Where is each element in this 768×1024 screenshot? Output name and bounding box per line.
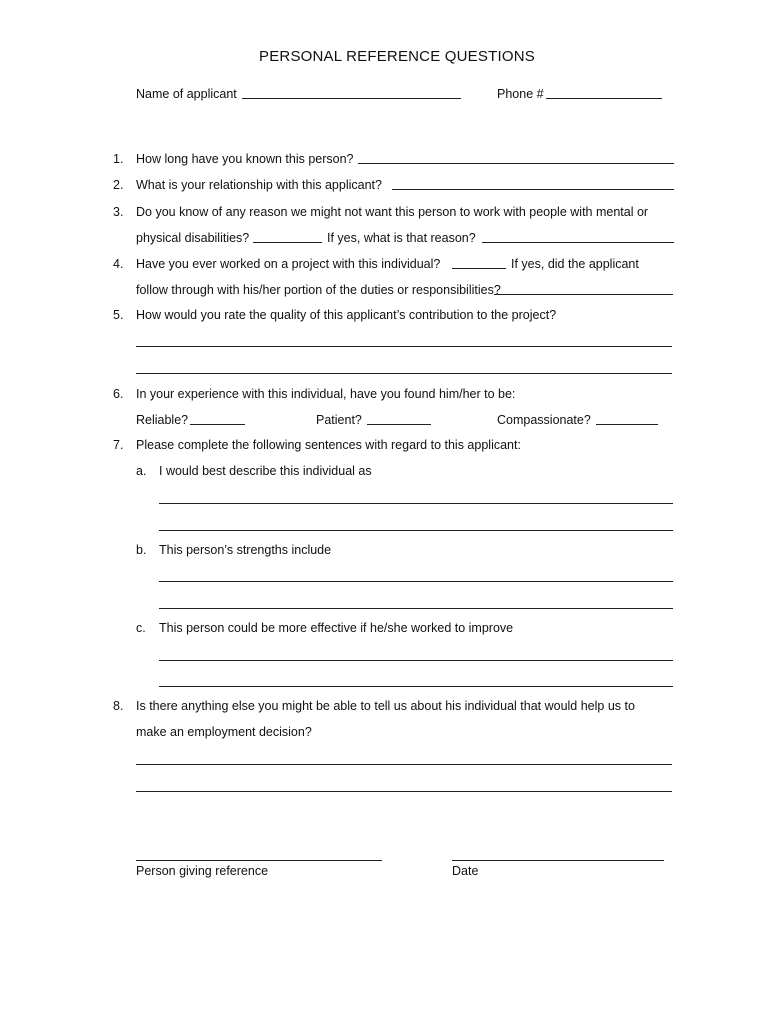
- patient-field[interactable]: [367, 424, 431, 425]
- question-7c-answer-line-2[interactable]: [159, 686, 673, 687]
- patient-label: Patient?: [316, 413, 362, 427]
- date-label: Date: [452, 864, 479, 878]
- question-7b-answer-line-1[interactable]: [159, 581, 673, 582]
- question-2-text: What is your relationship with this applicant?: [136, 178, 382, 192]
- question-5-answer-line-2[interactable]: [136, 373, 672, 374]
- phone-field[interactable]: [546, 98, 662, 99]
- reliable-label: Reliable?: [136, 413, 189, 427]
- question-7a-answer-line-2[interactable]: [159, 530, 673, 531]
- phone-label: Phone #: [497, 87, 544, 101]
- question-3-text: Do you know of any reason we might not want this person to work with people with mental or: [136, 205, 649, 219]
- sub-letter: a.: [136, 464, 147, 478]
- question-number: 3.: [113, 205, 124, 219]
- date-line[interactable]: [452, 860, 664, 861]
- question-8-answer-line-1[interactable]: [136, 764, 672, 765]
- question-number: 2.: [113, 178, 124, 192]
- question-4-text-line2: follow through with his/her portion of the duties or responsibilities?: [136, 283, 501, 297]
- question-7a-text: I would best describe this individual as: [159, 464, 372, 478]
- sub-letter: c.: [136, 621, 146, 635]
- question-number: 6.: [113, 387, 124, 401]
- question-3-reason-field[interactable]: [482, 242, 674, 243]
- question-2-answer-field[interactable]: [392, 189, 674, 190]
- question-7a-answer-line-1[interactable]: [159, 503, 673, 504]
- question-3-text-line2: physical disabilities?: [136, 231, 250, 245]
- question-number: 8.: [113, 699, 124, 713]
- compassionate-field[interactable]: [596, 424, 658, 425]
- question-number: 1.: [113, 152, 124, 166]
- question-number: 7.: [113, 438, 124, 452]
- sub-letter: b.: [136, 543, 147, 557]
- question-4-text: Have you ever worked on a project with this individual?: [136, 257, 441, 271]
- signature-line[interactable]: [136, 860, 382, 861]
- compassionate-label: Compassionate?: [497, 413, 591, 427]
- question-7b-text: This person’s strengths include: [159, 543, 332, 557]
- question-5-answer-line-1[interactable]: [136, 346, 672, 347]
- applicant-name-field[interactable]: [242, 98, 461, 99]
- question-6-text: In your experience with this individual, have you found him/her to be:: [136, 387, 516, 401]
- question-3-answer-field[interactable]: [253, 242, 322, 243]
- question-1-answer-field[interactable]: [358, 163, 674, 164]
- question-7c-text: This person could be more effective if he/she worked to improve: [159, 621, 514, 635]
- person-giving-reference-label: Person giving reference: [136, 864, 269, 878]
- reliable-field[interactable]: [190, 424, 245, 425]
- applicant-name-label: Name of applicant: [136, 87, 237, 101]
- question-8-text: Is there anything else you might be able to tell us about his individual that would help us to: [136, 699, 635, 713]
- question-7c-answer-line-1[interactable]: [159, 660, 673, 661]
- question-4-answer-field[interactable]: [452, 268, 506, 269]
- question-8-answer-line-2[interactable]: [136, 791, 672, 792]
- question-4-followup-field[interactable]: [494, 294, 673, 295]
- question-5-text: How would you rate the quality of this applicant’s contribution to the project?: [136, 308, 557, 322]
- page-title: PERSONAL REFERENCE QUESTIONS: [259, 48, 535, 65]
- question-7b-answer-line-2[interactable]: [159, 608, 673, 609]
- question-7-text: Please complete the following sentences with regard to this applicant:: [136, 438, 521, 452]
- question-number: 5.: [113, 308, 124, 322]
- question-number: 4.: [113, 257, 124, 271]
- question-8-text-line2: make an employment decision?: [136, 725, 312, 739]
- question-1-text: How long have you known this person?: [136, 152, 354, 166]
- question-4-followup-text: If yes, did the applicant: [511, 257, 639, 271]
- question-3-followup-text: If yes, what is that reason?: [327, 231, 476, 245]
